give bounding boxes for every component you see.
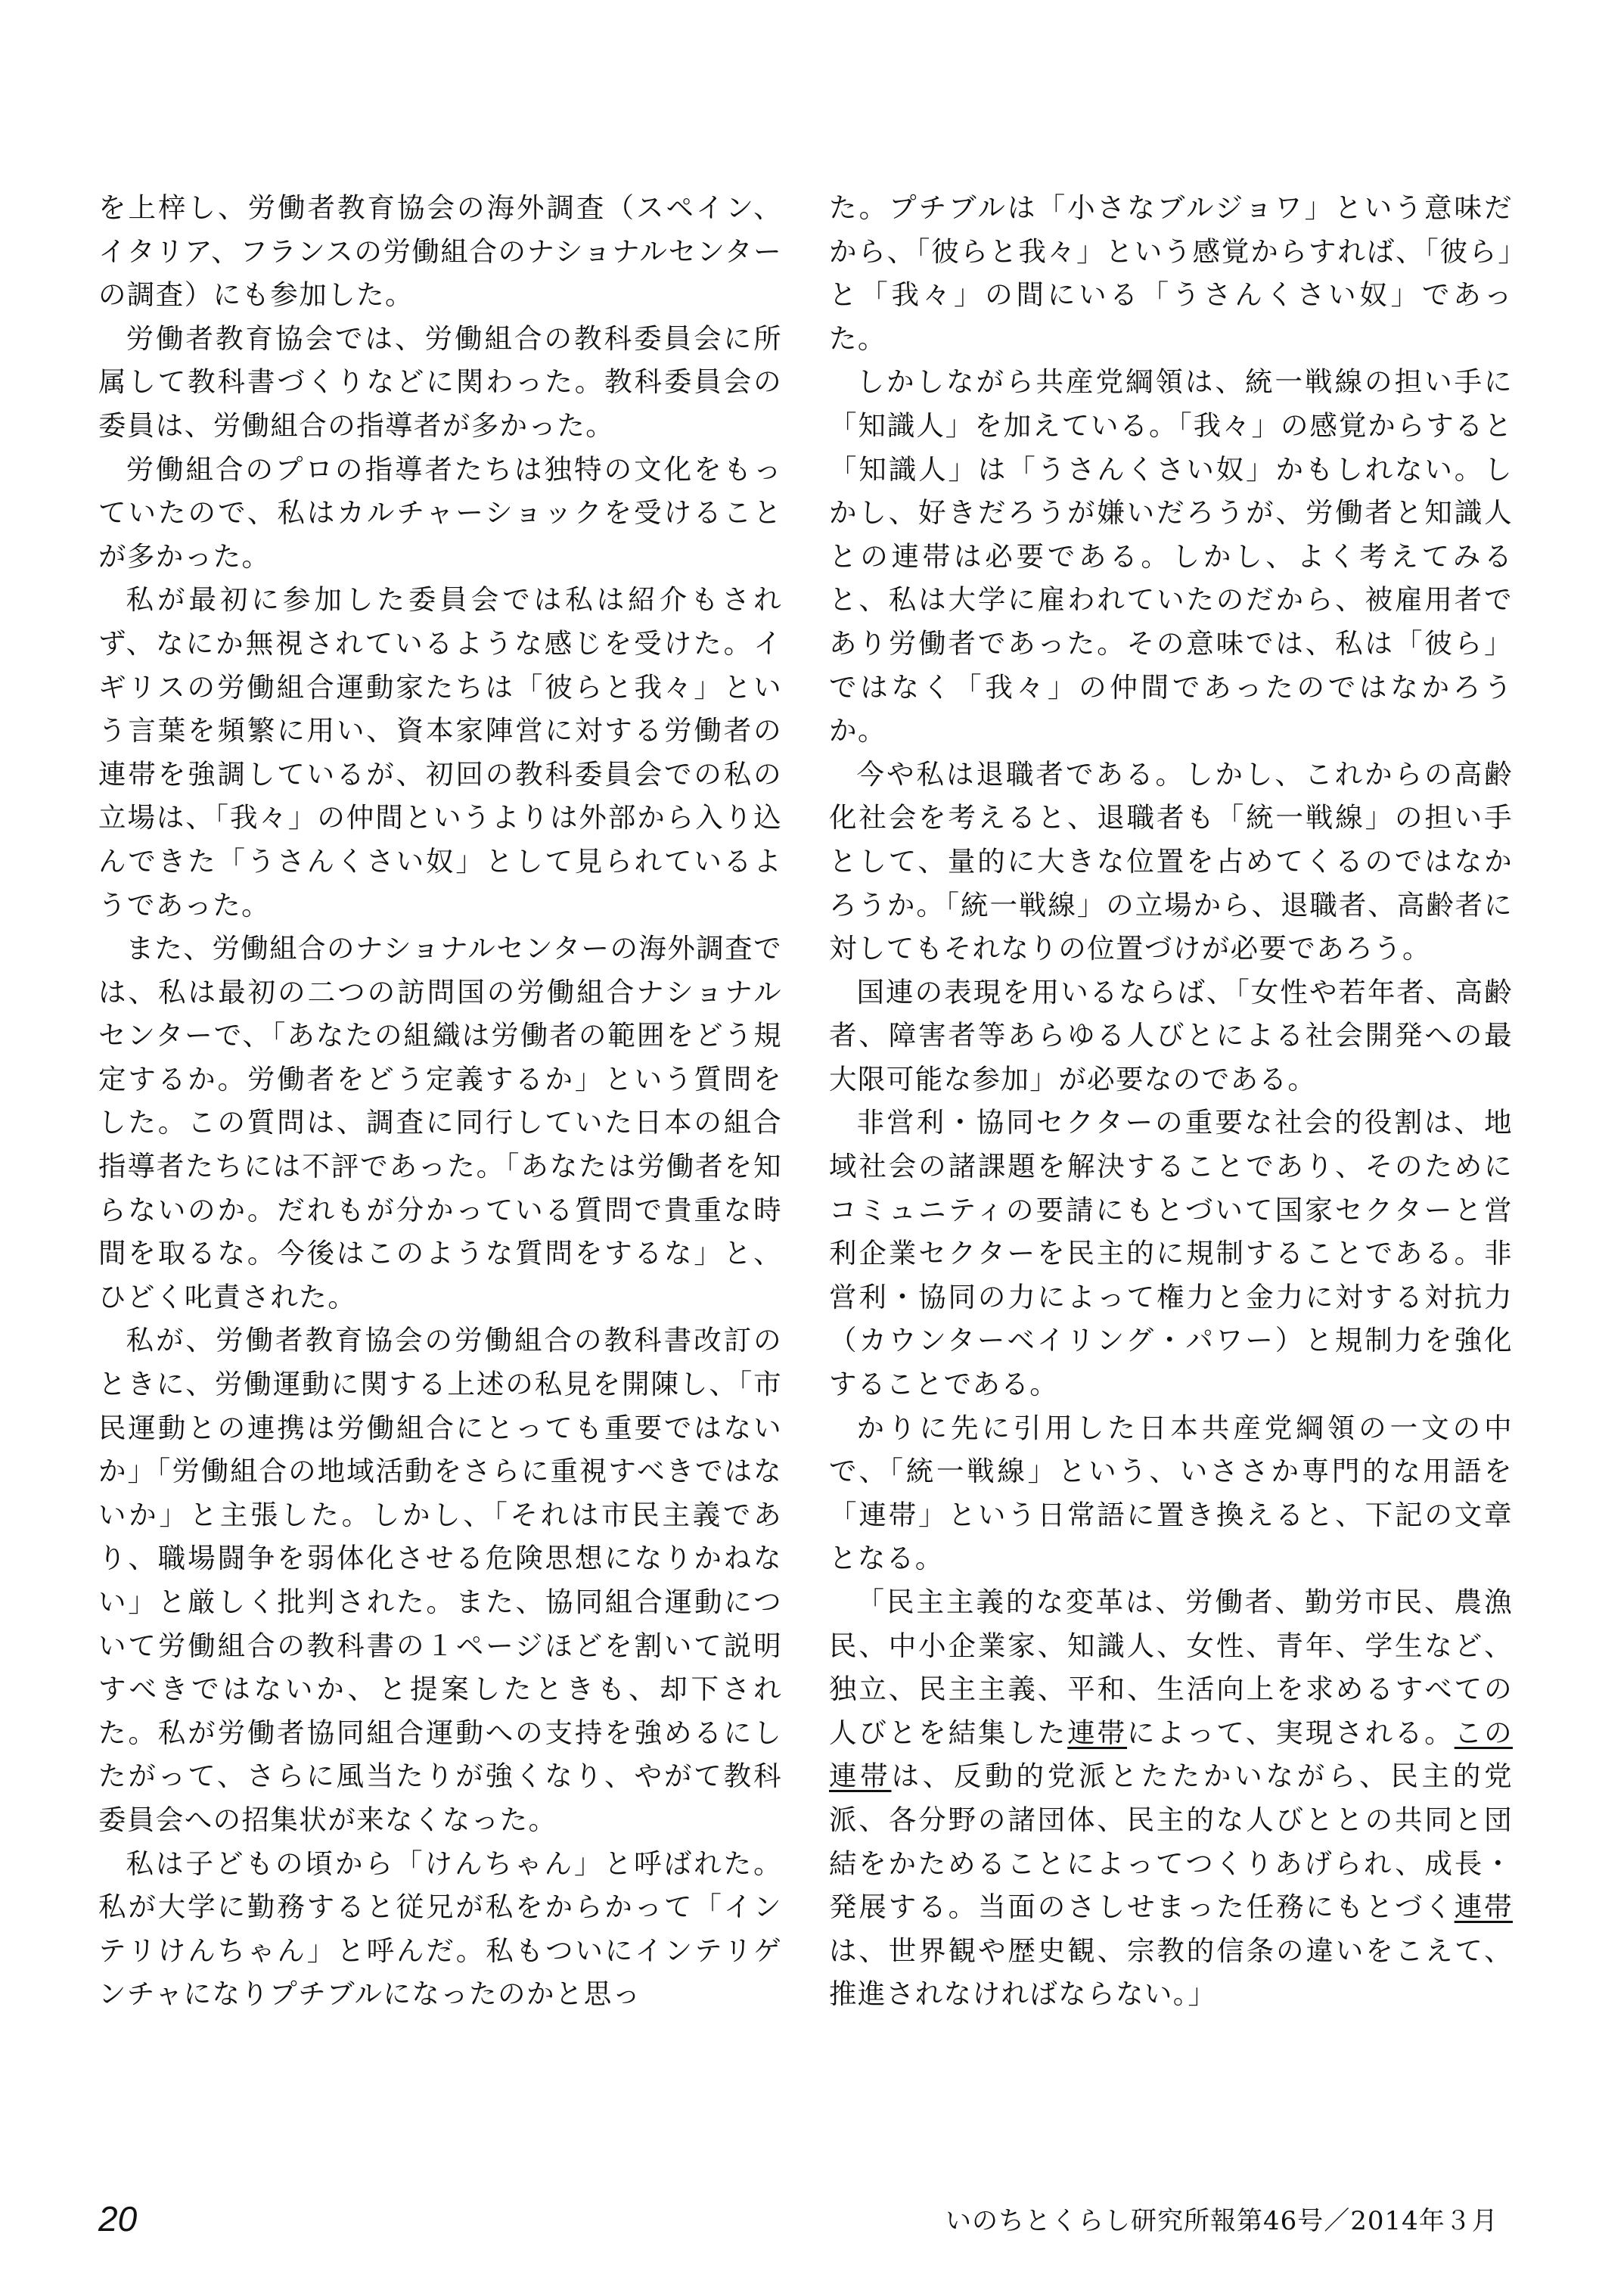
paragraph: 労働組合のプロの指導者たちは独特の文化をもっていたので、私はカルチャーショックを受けることが多かった。: [98, 452, 782, 573]
left-column: [98, 186, 782, 2016]
paragraph: 私が最初に参加した委員会では私は紹介もされず、なにか無視されているような感じを受けた。イギリスの労働組合運動家たちは「彼らと我々」という言葉を頻繁に用い、資本家陣営に対する労働者の連帯を強調しているが、初回の教科委員会での私の立場は、「我々」の仲間というよりは外部から入り込んできた「うさんくさい奴」として見られているようであった。: [98, 583, 782, 921]
quote-text: は、反動的党派とたたかいながら、民主的党派、各分野の諸団体、民主的な人びととの共同と団結をかためることによってつくりあげられ、成長・発展する。当面のさしせまった任務にもとづく: [829, 1760, 1514, 1924]
underlined-term: この連帯: [829, 1716, 1513, 1793]
paragraph: を上梓し、労働者教育協会の海外調査（スペイン、イタリア、フランスの労働組合のナショナルセンターの調査）にも参加した。: [98, 191, 782, 312]
paragraph: 今や私は退職者である。しかし、これからの高齢化社会を考えると、退職者も「統一戦線」の担い手として、量的に大きな位置を占めてくるのではなかろうか。「統一戦線」の立場から、退職者、高齢者に対してもそれなりの位置づけが必要であろう。: [829, 757, 1513, 965]
journal-footer: いのちとくらし研究所報第46号／2014年３月: [945, 2206, 1498, 2236]
quote-text: 「民主主義的な変革は、労働者、勤労市民、農漁民、中小企業家、知識人、女性、青年、学生など、独立、民主主義、平和、生活向上を求めるすべての人びとを結集した: [829, 1586, 1513, 1749]
underlined-term: 連帯: [1067, 1716, 1128, 1749]
paragraph: 私が、労働者教育協会の労働組合の教科書改訂のときに、労働運動に関する上述の私見を開陳し、「市民運動との連携は労働組合にとっても重要ではないか」「労働組合の地域活動をさらに重視すべきではないか」と主張した。しかし、「それは市民主義であり、職場闘争を弱体化させる危険思想になりかねない」と厳しく批判された。また、協同組合運動について労働組合の教科書の１ページほどを割いて説明すべきではないか、と提案したときも、却下された。私が労働者協同組合運動への支持を強めるにしたがって、さらに風当たりが強くなり、やがて教科委員会への招集状が来なくなった。: [98, 1324, 782, 1836]
paragraph: 国連の表現を用いるならば、「女性や若年者、高齢者、障害者等あらゆる人びとによる社会開発への最大限可能な参加」が必要なのである。: [829, 975, 1513, 1095]
paragraph: 非営利・協同セクターの重要な社会的役割は、地域社会の諸課題を解決することであり、そのためにコミュニティの要請にもとづいて国家セクターと営利企業セクターを民主的に規制することである。非営利・協同の力によって権力と金力に対する対抗力（カウンターベイリング・パワー）と規制力を強化することである。: [829, 1106, 1513, 1401]
paragraph: 労働者教育協会では、労働組合の教科委員会に所属して教科書づくりなどに関わった。教科委員会の委員は、労働組合の指導者が多かった。: [98, 322, 782, 442]
right-column: [829, 186, 1513, 2016]
paragraph: また、労働組合のナショナルセンターの海外調査では、私は最初の二つの訪問国の労働組合ナショナルセンターで、「あなたの組織は労働者の範囲をどう規定するか。労働者をどう定義するか」という質問をした。この質問は、調査に同行していた日本の組合指導者たちには不評であった。「あなたは労働者を知らないのか。だれもが分かっている質問で貴重な時間を取るな。今後はこのような質問をするな」と、ひどく叱責された。: [98, 932, 782, 1313]
quote-text: によって、実現される。: [1127, 1716, 1455, 1749]
paragraph: 私は子どもの頃から「けんちゃん」と呼ばれた。私が大学に勤務すると従兄が私をからかって「インテリけんちゃん」と呼んだ。私もついにインテリゲンチャになりプチブルになったのかと思っ: [98, 1847, 782, 2011]
page-number: 20: [98, 2199, 138, 2239]
paragraph: た。プチブルは「小さなブルジョワ」という意味だから、「彼らと我々」という感覚からすれば、「彼ら」と「我々」の間にいる「うさんくさい奴」であった。: [829, 191, 1513, 355]
underlined-term: 連帯: [1454, 1891, 1513, 1924]
paragraph: かりに先に引用した日本共産党綱領の一文の中で、「統一戦線」という、いささか専門的な用語を「連帯」という日常語に置き換えると、下記の文章となる。: [829, 1411, 1513, 1575]
quoted-paragraph: [829, 1580, 1513, 2016]
quote-text: は、世界観や歴史観、宗教的信条の違いをこえて、推進されなければならない。」: [829, 1934, 1513, 2011]
paragraph: しかしながら共産党綱領は、統一戦線の担い手に「知識人」を加えている。「我々」の感覚からすると「知識人」は「うさんくさい奴」かもしれない。しかし、好きだろうが嫌いだろうが、労働者と知識人との連帯は必要である。しかし、よく考えてみると、私は大学に雇われていたのだから、被雇用者であり労働者であった。その意味では、私は「彼ら」ではなく「我々」の仲間であったのではなかろうか。: [829, 365, 1513, 747]
